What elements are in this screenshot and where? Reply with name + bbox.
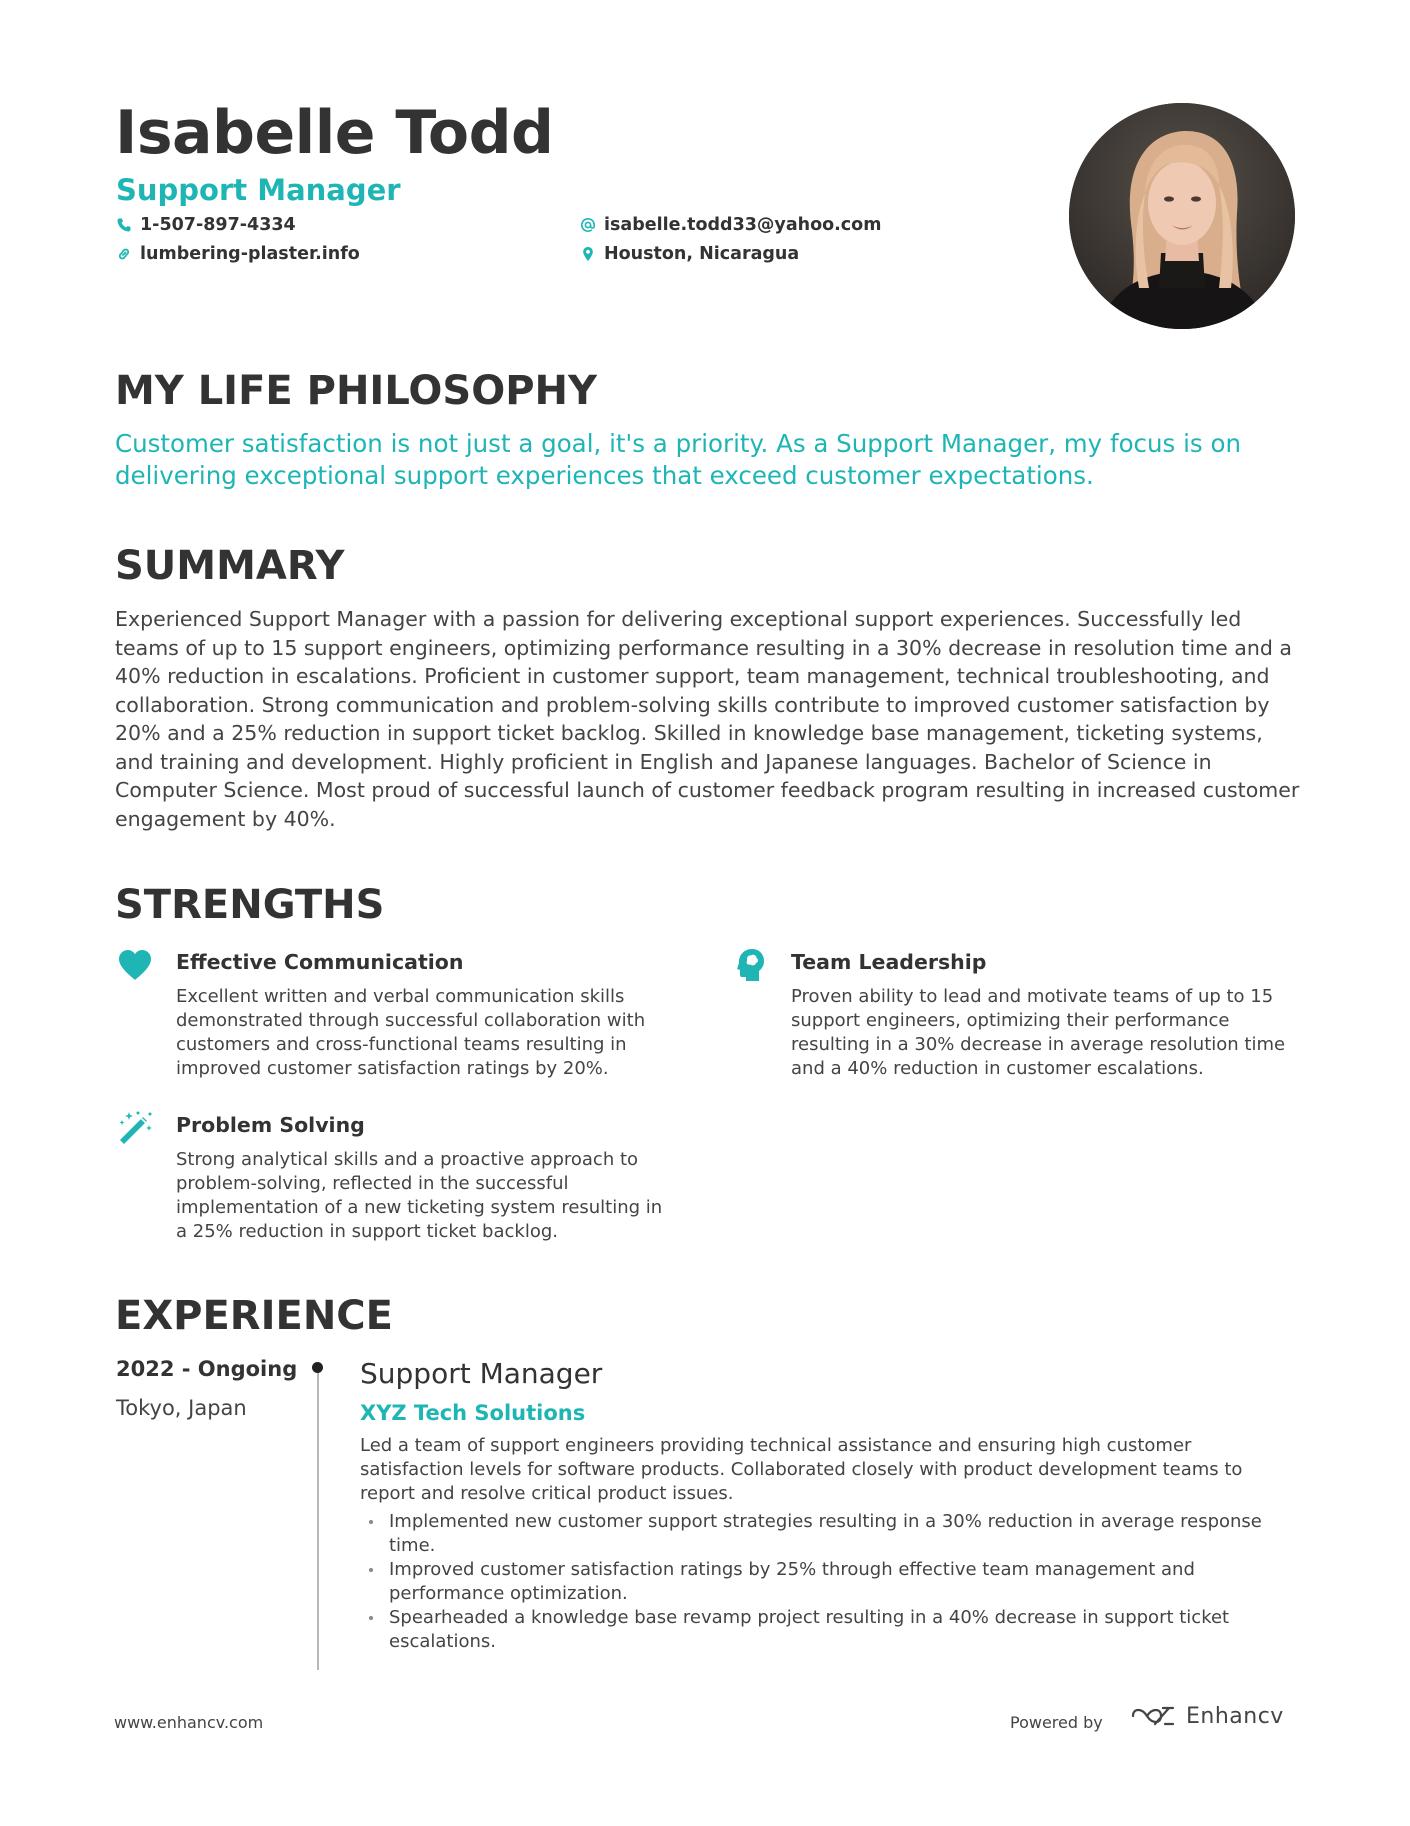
bullet-dot	[369, 1520, 373, 1524]
experience-company: XYZ Tech Solutions	[360, 1401, 586, 1425]
philosophy-text: Customer satisfaction is not just a goal, it's a priority. As a Support Manager, my focus is on delivering exceptional support experiences that exceed customer expectations.	[115, 429, 1241, 490]
contact-website[interactable]	[116, 244, 360, 264]
experience-bullets	[360, 1510, 1290, 1654]
head-brain-icon	[731, 946, 769, 984]
bullet-text: Implemented new customer support strategies resulting in a 30% reduction in average response time.	[389, 1511, 1262, 1556]
experience-location: Tokyo, Japan	[116, 1396, 247, 1420]
heart-icon	[116, 946, 154, 984]
experience-date: 2022 - Ongoing	[116, 1357, 298, 1381]
powered-by-label: Powered by	[1010, 1713, 1103, 1732]
contact-email[interactable]	[580, 215, 881, 235]
brand-name: Enhancv	[1186, 1703, 1284, 1729]
phone-text: 1-507-897-4334	[140, 215, 296, 235]
email-link[interactable]: isabelle.todd33@yahoo.com	[604, 215, 882, 235]
timeline-dot	[312, 1362, 323, 1373]
strength-description: Strong analytical skills and a proactive approach to problem-solving, reflected in the successful implementation of a new ticketing system resulting in a 25% reduction in support ticket backlog.	[176, 1149, 663, 1242]
bullet-item	[360, 1510, 1290, 1558]
at-icon	[580, 217, 596, 233]
enhancv-logo-icon	[1130, 1702, 1176, 1730]
avatar-photo	[1069, 103, 1295, 329]
candidate-role: Support Manager	[116, 173, 401, 207]
timeline-line	[317, 1368, 319, 1670]
contact-phone	[116, 215, 296, 235]
bullet-text: Spearheaded a knowledge base revamp project resulting in a 40% decrease in support ticket escalations.	[389, 1607, 1230, 1652]
summary-heading: SUMMARY	[115, 543, 345, 589]
bullet-text: Improved customer satisfaction ratings by 25% through effective team management and performance optimization.	[389, 1559, 1195, 1604]
strength-title: Effective Communication	[176, 950, 464, 974]
bullet-dot	[369, 1568, 373, 1572]
phone-icon	[116, 217, 132, 233]
location-text: Houston, Nicaragua	[604, 244, 800, 264]
strength-description: Proven ability to lead and motivate teams of up to 15 support engineers, optimizing their performance resulting in a 30% decrease in average resolution time and a 40% reduction in customer escalations.	[791, 986, 1286, 1079]
experience-position: Support Manager	[360, 1357, 603, 1390]
bullet-item	[360, 1606, 1290, 1654]
strength-description: Excellent written and verbal communication skills demonstrated through successful collaboration with customers and cross-functional teams resulting in improved customer satisfaction ratings by 20%.	[176, 986, 646, 1079]
avatar	[1069, 103, 1295, 329]
footer-url[interactable]: www.enhancv.com	[114, 1713, 264, 1732]
strength-title: Team Leadership	[791, 950, 987, 974]
bullet-item	[360, 1558, 1290, 1606]
experience-description: Led a team of support engineers providing technical assistance and ensuring high customer satisfaction levels for software products. Collaborated closely with product development teams to report and resolve critical product issues.	[360, 1435, 1243, 1504]
map-pin-icon	[580, 246, 596, 262]
strength-title: Problem Solving	[176, 1113, 365, 1137]
strengths-heading: STRENGTHS	[115, 882, 385, 928]
link-icon	[116, 246, 132, 262]
candidate-name: Isabelle Todd	[115, 98, 554, 168]
summary-text: Experienced Support Manager with a passion for delivering exceptional support experiences. Successfully led teams of up to 15 support engineers, optimizing performance resulting in a 30% decrease in resolution time and a 40% reduction in escalations. Proficient in customer support, team management, technical troubleshooting, and collaboration. Strong communication and problem-solving skills contribute to improved customer satisfaction by 20% and a 25% reduction in support ticket backlog. Skilled in knowledge base management, ticketing systems, and training and development. Highly proficient in English and Japanese languages. Bachelor of Science in Computer Science. Most proud of successful launch of customer feedback program resulting in increased customer engagement by 40%.	[115, 607, 1300, 831]
magic-wand-icon	[116, 1109, 154, 1147]
brand-logo[interactable]	[1130, 1702, 1284, 1730]
website-link[interactable]: lumbering-plaster.info	[140, 244, 360, 264]
philosophy-heading: MY LIFE PHILOSOPHY	[115, 368, 597, 414]
contact-location	[580, 244, 799, 264]
bullet-dot	[369, 1616, 373, 1620]
experience-heading: EXPERIENCE	[115, 1293, 393, 1339]
